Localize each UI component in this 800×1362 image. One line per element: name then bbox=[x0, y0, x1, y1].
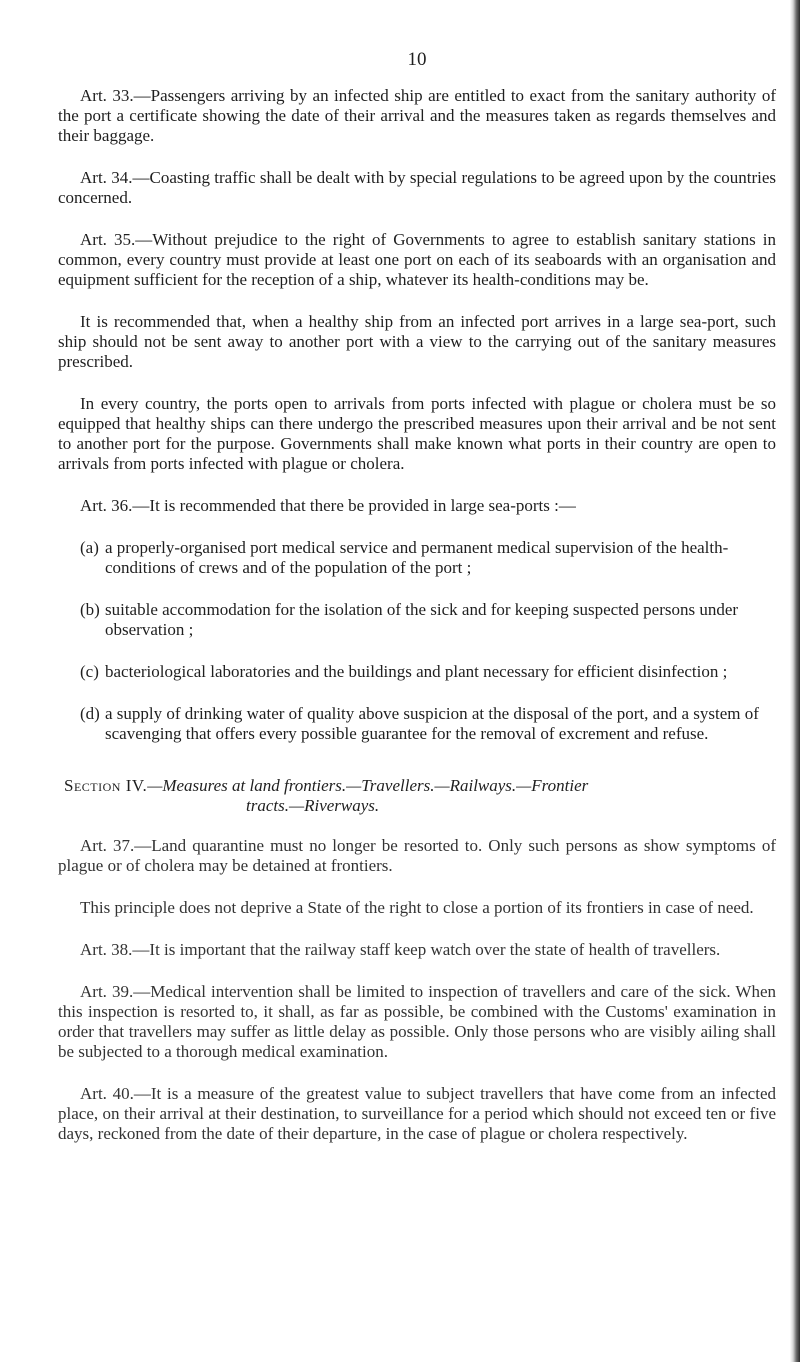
book-spine-edge bbox=[790, 0, 800, 1362]
list-item-text: a supply of drinking water of quality above suspicion at the disposal of the port, and a system of scavenging that offers every possible guarantee for the removal of excrement and refuse. bbox=[105, 704, 759, 743]
list-item-d bbox=[80, 704, 776, 744]
section-label: Section IV. bbox=[64, 776, 148, 795]
list-item-label: (b) bbox=[80, 600, 100, 619]
list-item-a bbox=[80, 538, 776, 578]
section-iv-body bbox=[58, 836, 776, 1144]
list-item-b bbox=[80, 600, 776, 640]
list-item-label: (a) bbox=[80, 538, 99, 557]
article-34: Art. 34.—Coasting traffic shall be dealt with by special regulations to be agreed upon by the countries concerned. bbox=[58, 168, 776, 207]
recommendation-paragraph: It is recommended that, when a healthy ship from an infected port arrives in a large sea-port, such ship should not be sent away to another port with a view to the carrying out of the sanitary measures prescribed. bbox=[58, 312, 776, 371]
list-item-label: (d) bbox=[80, 704, 100, 723]
list-item-text: bacteriological laboratories and the buildings and plant necessary for efficient disinfection ; bbox=[105, 662, 728, 681]
article-36: Art. 36.—It is recommended that there be provided in large sea-ports :— bbox=[80, 496, 576, 515]
list-item-text: suitable accommodation for the isolation of the sick and for keeping suspected persons under observation ; bbox=[105, 600, 739, 639]
list-item-text: a properly-organised port medical service and permanent medical supervision of the health-conditions of crews and of the population of the port ; bbox=[105, 538, 729, 577]
article-37: Art. 37.—Land quarantine must no longer be resorted to. Only such persons as show symptoms of plague or of cholera may be detained at frontiers. bbox=[58, 836, 776, 875]
article-38: Art. 38.—It is important that the railway staff keep watch over the state of health of travellers. bbox=[80, 940, 721, 959]
document-page bbox=[58, 50, 776, 1144]
article-40: Art. 40.—It is a measure of the greatest value to subject travellers that have come from an infected place, on their arrival at their destination, to surveillance for a period which should not exceed ten or five days, reckoned from the date of their departure, in the case of plague or cholera respectively. bbox=[58, 1084, 776, 1143]
principle-paragraph: This principle does not deprive a State of the right to close a portion of its frontiers in case of need. bbox=[80, 898, 754, 917]
list-item-c bbox=[80, 662, 776, 682]
section-title-line-2: tracts.—Riverways. bbox=[246, 796, 380, 815]
article-35: Art. 35.—Without prejudice to the right of Governments to agree to establish sanitary stations in common, every country must provide at least one port on each of its seaboards with an organisation and equipment sufficient for the reception of a ship, whatever its health-conditions may be. bbox=[58, 230, 776, 289]
page-number: 10 bbox=[407, 49, 427, 70]
article-39: Art. 39.—Medical intervention shall be limited to inspection of travellers and care of the sick. When this inspection is resorted to, it shall, as far as possible, be combined with the Customs' examination in order that travellers may suffer as little delay as possible. Only those persons who are visibly ailing shall be subjected to a thorough medical examination. bbox=[58, 982, 776, 1061]
list-item-label: (c) bbox=[80, 662, 99, 681]
section-heading bbox=[58, 776, 776, 816]
every-country-paragraph: In every country, the ports open to arrivals from ports infected with plague or cholera must be so equipped that healthy ships can there undergo the prescribed measures upon their arrival and be not sent to another port for the purpose. Governments shall make known what ports in their country are open to arrivals from ports infected with plague or cholera. bbox=[58, 394, 776, 473]
section-title-line-1: —Measures at land frontiers.—Travellers.—Railways.—Frontier bbox=[147, 776, 589, 795]
article-33: Art. 33.—Passengers arriving by an infected ship are entitled to exact from the sanitary authority of the port a certificate showing the date of their arrival and the measures taken as regards themselves and their baggage. bbox=[58, 86, 776, 145]
